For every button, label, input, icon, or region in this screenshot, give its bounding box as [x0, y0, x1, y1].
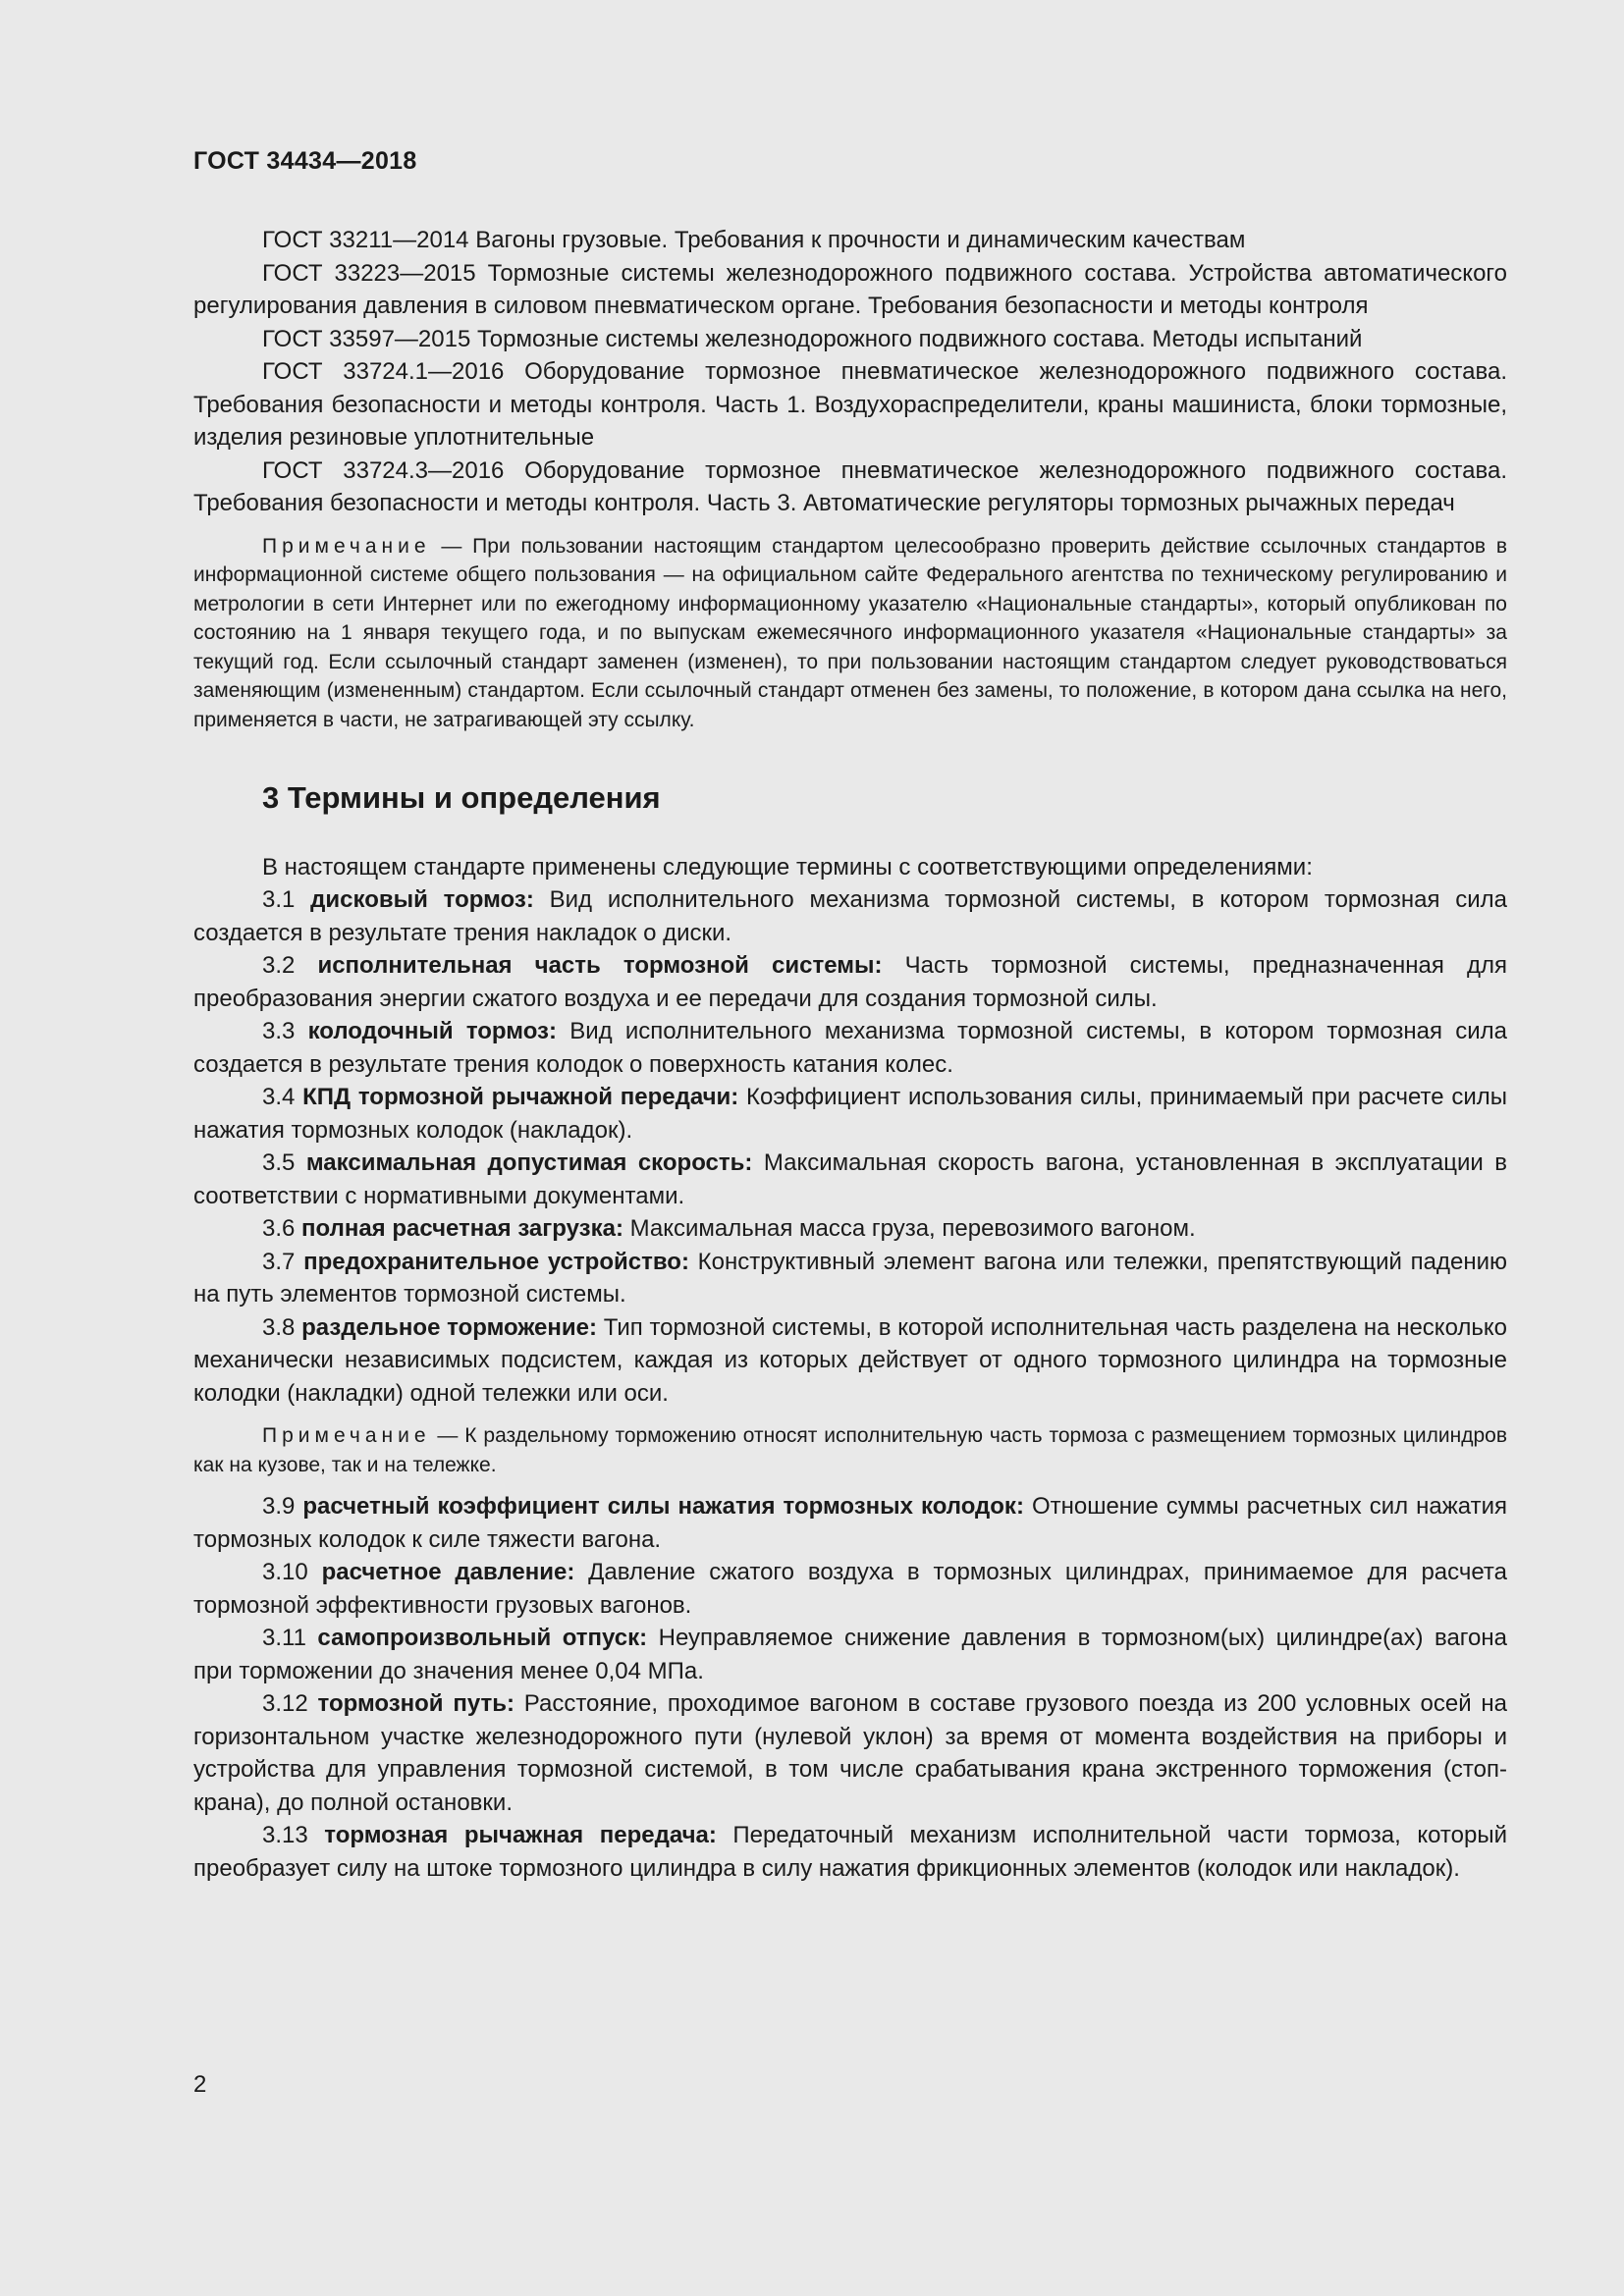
- term-name: тормозной путь:: [317, 1690, 514, 1718]
- term-text: Вид исполнительного механизма тормозной системы, в котором тормозная сила создается в результате трения колодок о поверхность катания колес.: [193, 1018, 1508, 1078]
- term-number: 3.5: [262, 1149, 306, 1177]
- term-definition: [193, 1015, 1507, 1081]
- note-label: Примечание: [262, 534, 431, 558]
- term-number: 3.6: [262, 1215, 302, 1243]
- references-note: [193, 532, 1507, 735]
- term-name: дисковый тормоз:: [310, 886, 534, 914]
- term-text: Конструктивный элемент вагона или тележки, препятствующий падению на путь элементов тормозной системы.: [193, 1248, 1508, 1308]
- term-definition: [193, 1147, 1507, 1212]
- reference-item: ГОСТ 33724.3—2016 Оборудование тормозное пневматическое железнодорожного подвижного состава. Требования безопасности и методы контроля. Часть 3. Автоматические регуляторы тормозных рычажных передач: [193, 456, 1507, 516]
- term-number: 3.8: [262, 1313, 302, 1341]
- note-text: — При пользовании настоящим стандартом целесообразно проверить действие ссылочных стандартов в информационной системе общего пользования — на официальном сайте Федерального агентства по техническому регулированию и метрологии в сети Интернет или по ежегодному информационному указателю «Национальные стандарты», который опубликован по состоянию на 1 января текущего года, и по выпускам ежемесячного информационного указателя «Национальные стандарты» за текущий год. Если ссылочный стандарт заменен (изменен), то при пользовании настоящим стандартом следует руководствоваться заменяющим (измененным) стандартом. Если ссылочный стандарт отменен без замены, то положение, в котором дана ссылка на него, применяется в части, не затрагивающей эту ссылку.: [193, 534, 1507, 732]
- term-number: 3.13: [262, 1822, 325, 1849]
- note-label: Примечание: [262, 1424, 431, 1448]
- term-definition: [193, 1246, 1507, 1311]
- term-number: 3.1: [262, 886, 311, 914]
- section-title: 3 Термины и определения: [262, 779, 661, 815]
- term-text: Неуправляемое снижение давления в тормозном(ых) цилиндре(ах) вагона при торможении до значения менее 0,04 МПа.: [193, 1625, 1507, 1684]
- term-definition: [193, 1556, 1507, 1622]
- term-definition: [193, 949, 1507, 1015]
- term-definition: [193, 1622, 1507, 1687]
- term-definition: [193, 1081, 1507, 1147]
- terms-list: [193, 1490, 1507, 1885]
- term-definition: [193, 1819, 1507, 1885]
- term-number: 3.11: [262, 1625, 318, 1652]
- term-text: Вид исполнительного механизма тормозной системы, в котором тормозная сила создается в результате трения накладок о диски.: [193, 886, 1508, 946]
- term-text: Давление сжатого воздуха в тормозных цилиндрах, принимаемое для расчета тормозной эффективности грузовых вагонов.: [193, 1559, 1507, 1619]
- references-list: [193, 224, 1507, 520]
- term-name: предохранительное устройство:: [303, 1248, 689, 1275]
- term-number: 3.4: [262, 1084, 303, 1111]
- term-definition: [193, 1311, 1507, 1411]
- term-number: 3.2: [262, 952, 318, 980]
- term-number: 3.10: [262, 1559, 322, 1586]
- document-body: [193, 224, 1507, 1885]
- term-name: расчетный коэффициент силы нажатия тормозных колодок:: [302, 1493, 1024, 1521]
- reference-item: ГОСТ 33223—2015 Тормозные системы железнодорожного подвижного состава. Устройства автоматического регулирования давления в силовом пневматическом органе. Требования безопасности и методы контроля: [193, 259, 1507, 319]
- reference-item: ГОСТ 33724.1—2016 Оборудование тормозное пневматическое железнодорожного подвижного состава. Требования безопасности и методы контроля. Часть 1. Воздухораспределители, краны машиниста, блоки тормозные, изделия резиновые уплотнительные: [193, 358, 1507, 451]
- term-text: Часть тормозной системы, предназначенная для преобразования энергии сжатого воздуха и ее передачи для создания тормозной силы.: [193, 952, 1507, 1012]
- term-number: 3.9: [262, 1493, 303, 1521]
- term-definition: [193, 1490, 1507, 1556]
- term-name: колодочный тормоз:: [307, 1018, 557, 1045]
- term-text: Расстояние, проходимое вагоном в составе грузового поезда из 200 условных осей на горизонтальном участке железнодорожного пути (нулевой уклон) за время от момента воздействия на приборы и устройства для управления тормозной системой, в том числе срабатывания крана экстренного торможения (стоп-крана), до полной остановки.: [193, 1690, 1508, 1816]
- term-definition: [193, 1687, 1507, 1819]
- term-text: Коэффициент использования силы, принимаемый при расчете силы нажатия тормозных колодок (накладок).: [193, 1084, 1507, 1144]
- reference-item: ГОСТ 33597—2015 Тормозные системы железнодорожного подвижного состава. Методы испытаний: [262, 325, 1363, 352]
- term-number: 3.3: [262, 1018, 308, 1045]
- term-text: Максимальная скорость вагона, установленная в эксплуатации в соответствии с нормативными документами.: [193, 1149, 1508, 1209]
- term-text: Тип тормозной системы, в которой исполнительная часть разделена на несколько механически независимых подсистем, каждая из которых действует от одного тормозного цилиндра на тормозные колодки (накладки) одной тележки или оси.: [193, 1313, 1508, 1407]
- document-header: ГОСТ 34434—2018: [193, 147, 417, 175]
- term-name: раздельное торможение:: [301, 1313, 597, 1341]
- section-intro: В настоящем стандарте применены следующие термины с соответствующими определениями:: [262, 853, 1313, 881]
- term-text: Максимальная масса груза, перевозимого вагоном.: [623, 1215, 1196, 1243]
- note-text: — К раздельному торможению относят исполнительную часть тормоза с размещением тормозных цилиндров как на кузове, так и на тележке.: [193, 1424, 1507, 1476]
- term-number: 3.7: [262, 1248, 304, 1275]
- term-definition: [193, 1212, 1507, 1246]
- term-number: 3.12: [262, 1690, 318, 1718]
- term-name: полная расчетная загрузка:: [301, 1215, 623, 1243]
- term-name: самопроизвольный отпуск:: [317, 1625, 648, 1652]
- term-name: расчетное давление:: [321, 1559, 575, 1586]
- term-name: максимальная допустимая скорость:: [305, 1149, 753, 1177]
- term-definition: [193, 883, 1507, 949]
- terms-list: [193, 883, 1507, 1410]
- term-name: тормозная рычажная передача:: [324, 1822, 717, 1849]
- term-name: КПД тормозной рычажной передачи:: [302, 1084, 739, 1111]
- page-number: 2: [193, 2071, 207, 2098]
- term-name: исполнительная часть тормозной системы:: [317, 952, 883, 980]
- reference-item: ГОСТ 33211—2014 Вагоны грузовые. Требования к прочности и динамическим качествам: [262, 227, 1246, 253]
- term-note: [193, 1421, 1507, 1479]
- term-text: Отношение суммы расчетных сил нажатия тормозных колодок к силе тяжести вагона.: [193, 1493, 1508, 1553]
- term-text: Передаточный механизм исполнительной части тормоза, который преобразует силу на штоке тормозного цилиндра в силу нажатия фрикционных элементов (колодок или накладок).: [193, 1822, 1507, 1882]
